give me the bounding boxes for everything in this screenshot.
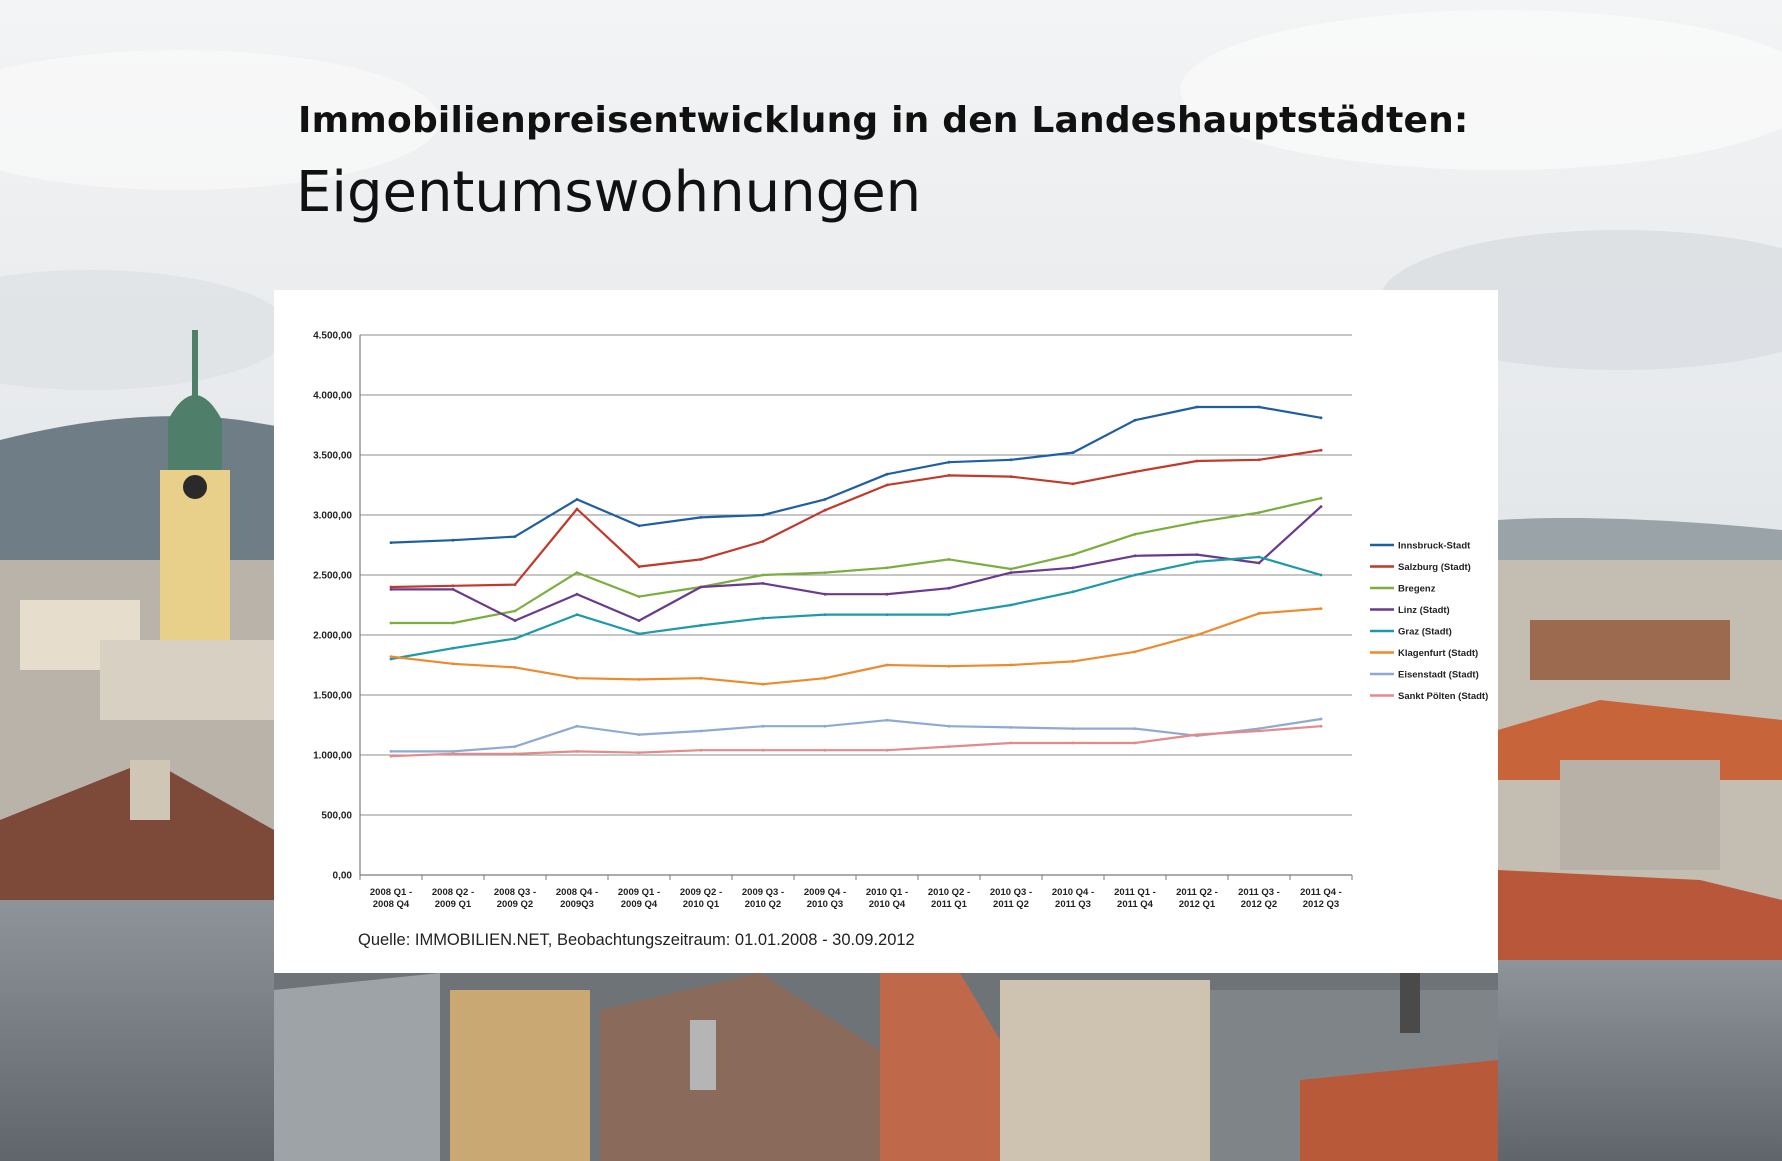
data-point-sankt-p-lten-stadt (514, 752, 517, 755)
legend-label-innsbruck-stadt: Innsbruck-Stadt (1398, 540, 1471, 552)
data-point-bregenz (576, 571, 579, 574)
data-point-graz-stadt (1010, 604, 1013, 607)
data-point-innsbruck-stadt (638, 524, 641, 527)
x-tick-label: 2011 Q1 -2011 Q4 (1114, 887, 1156, 910)
data-point-salzburg-stadt (948, 474, 951, 477)
data-point-bregenz (1258, 511, 1261, 514)
y-tick-label: 0,00 (332, 870, 352, 882)
data-point-linz-stadt (948, 587, 951, 590)
data-point-sankt-p-lten-stadt (1072, 742, 1075, 745)
series-line-graz-stadt (391, 557, 1321, 659)
data-point-klagenfurt-stadt (948, 665, 951, 668)
data-point-linz-stadt (1320, 505, 1323, 508)
data-point-klagenfurt-stadt (638, 678, 641, 681)
data-point-eisenstadt-stadt (452, 750, 455, 753)
data-point-graz-stadt (452, 647, 455, 650)
data-point-salzburg-stadt (576, 508, 579, 511)
y-tick-label: 4.500,00 (313, 330, 352, 342)
data-point-klagenfurt-stadt (1196, 634, 1199, 637)
data-point-eisenstadt-stadt (1134, 727, 1137, 730)
data-point-graz-stadt (638, 632, 641, 635)
y-tick-label: 1.500,00 (313, 690, 352, 702)
data-point-eisenstadt-stadt (1320, 718, 1323, 721)
data-point-linz-stadt (700, 586, 703, 589)
data-point-salzburg-stadt (1010, 475, 1013, 478)
data-point-innsbruck-stadt (762, 514, 765, 517)
legend-label-linz-stadt: Linz (Stadt) (1398, 605, 1450, 616)
data-point-innsbruck-stadt (576, 498, 579, 501)
source-note: Quelle: IMMOBILIEN.NET, Beobachtungszeitraum: 01.01.2008 - 30.09.2012 (358, 931, 915, 949)
data-point-sankt-p-lten-stadt (824, 749, 827, 752)
x-tick-label: 2010 Q4 -2011 Q3 (1051, 887, 1095, 910)
data-point-linz-stadt (452, 588, 455, 591)
series-lines (390, 406, 1323, 758)
data-point-graz-stadt (514, 637, 517, 640)
data-point-innsbruck-stadt (886, 473, 889, 476)
data-point-graz-stadt (762, 617, 765, 620)
data-point-innsbruck-stadt (390, 541, 393, 544)
x-tick-label: 2009 Q3 -2010 Q2 (741, 887, 785, 910)
data-point-innsbruck-stadt (1320, 416, 1323, 419)
data-point-sankt-p-lten-stadt (948, 745, 951, 748)
data-point-innsbruck-stadt (1010, 458, 1013, 461)
data-point-klagenfurt-stadt (1134, 650, 1137, 653)
data-point-sankt-p-lten-stadt (1010, 742, 1013, 745)
series-line-klagenfurt-stadt (391, 609, 1321, 685)
data-point-klagenfurt-stadt (1320, 607, 1323, 610)
data-point-bregenz (1196, 521, 1199, 524)
data-point-bregenz (1134, 533, 1137, 536)
page-title: Immobilienpreisentwicklung in den Landeshauptstädten: (298, 100, 1469, 141)
legend-label-bregenz: Bregenz (1398, 583, 1436, 595)
data-point-salzburg-stadt (762, 540, 765, 543)
page-subtitle: Eigentumswohnungen (296, 160, 922, 225)
data-point-graz-stadt (824, 613, 827, 616)
series-line-linz-stadt (391, 507, 1321, 621)
legend-label-eisenstadt-stadt: Eisenstadt (Stadt) (1398, 669, 1479, 681)
data-point-klagenfurt-stadt (390, 655, 393, 658)
x-tick-label: 2008 Q3 -2009 Q2 (493, 887, 537, 910)
data-point-eisenstadt-stadt (1258, 727, 1261, 730)
data-point-graz-stadt (700, 624, 703, 627)
data-point-innsbruck-stadt (514, 535, 517, 538)
y-tick-label: 2.000,00 (313, 630, 352, 642)
legend-label-klagenfurt-stadt: Klagenfurt (Stadt) (1398, 648, 1479, 659)
data-point-bregenz (1010, 568, 1013, 571)
data-point-bregenz (1072, 553, 1075, 556)
x-tick-label: 2008 Q1 -2008 Q4 (369, 887, 413, 910)
legend (1370, 541, 1488, 703)
data-point-salzburg-stadt (1320, 449, 1323, 452)
data-point-klagenfurt-stadt (1258, 612, 1261, 615)
x-tick-label: 2010 Q1 -2010 Q4 (865, 887, 909, 910)
data-point-eisenstadt-stadt (948, 725, 951, 728)
line-chart (274, 290, 1498, 973)
series-line-innsbruck-stadt (391, 407, 1321, 543)
y-tick-label: 4.000,00 (313, 390, 352, 402)
data-point-salzburg-stadt (638, 565, 641, 568)
data-point-salzburg-stadt (700, 558, 703, 561)
data-point-klagenfurt-stadt (824, 677, 827, 680)
data-point-innsbruck-stadt (452, 539, 455, 542)
data-point-innsbruck-stadt (700, 516, 703, 519)
data-point-eisenstadt-stadt (1010, 726, 1013, 729)
data-point-eisenstadt-stadt (824, 725, 827, 728)
data-point-klagenfurt-stadt (886, 664, 889, 667)
data-point-klagenfurt-stadt (452, 662, 455, 665)
y-axis-ticks (313, 331, 352, 882)
data-point-linz-stadt (576, 593, 579, 596)
data-point-sankt-p-lten-stadt (886, 749, 889, 752)
data-point-sankt-p-lten-stadt (390, 755, 393, 758)
data-point-eisenstadt-stadt (514, 745, 517, 748)
y-tick-label: 500,00 (321, 810, 352, 822)
x-tick-label: 2009 Q2 -2010 Q1 (679, 887, 723, 910)
legend-label-sankt-p-lten-stadt: Sankt Pölten (Stadt) (1398, 691, 1489, 702)
data-point-graz-stadt (1134, 574, 1137, 577)
data-point-sankt-p-lten-stadt (638, 751, 641, 754)
data-point-bregenz (948, 558, 951, 561)
data-point-bregenz (390, 622, 393, 625)
data-point-bregenz (638, 595, 641, 598)
data-point-eisenstadt-stadt (1072, 727, 1075, 730)
data-point-bregenz (824, 571, 827, 574)
data-point-salzburg-stadt (824, 509, 827, 512)
data-point-klagenfurt-stadt (514, 666, 517, 669)
legend-label-salzburg-stadt: Salzburg (Stadt) (1398, 562, 1471, 573)
data-point-linz-stadt (762, 582, 765, 585)
data-point-bregenz (1320, 497, 1323, 500)
data-point-eisenstadt-stadt (576, 725, 579, 728)
data-point-klagenfurt-stadt (576, 677, 579, 680)
data-point-bregenz (762, 574, 765, 577)
data-point-klagenfurt-stadt (762, 683, 765, 686)
data-point-linz-stadt (514, 619, 517, 622)
data-point-innsbruck-stadt (1258, 406, 1261, 409)
data-point-klagenfurt-stadt (700, 677, 703, 680)
data-point-linz-stadt (1258, 562, 1261, 565)
data-point-eisenstadt-stadt (638, 733, 641, 736)
data-point-linz-stadt (390, 588, 393, 591)
y-tick-label: 1.000,00 (313, 750, 352, 762)
y-tick-label: 2.500,00 (313, 570, 352, 582)
data-point-graz-stadt (1320, 574, 1323, 577)
x-tick-label: 2011 Q2 -2012 Q1 (1176, 887, 1218, 910)
data-point-salzburg-stadt (514, 583, 517, 586)
data-point-sankt-p-lten-stadt (576, 750, 579, 753)
data-point-bregenz (514, 610, 517, 613)
x-tick-label: 2011 Q4 -2012 Q3 (1300, 887, 1342, 910)
data-point-eisenstadt-stadt (390, 750, 393, 753)
data-point-graz-stadt (948, 613, 951, 616)
data-point-eisenstadt-stadt (886, 719, 889, 722)
data-point-linz-stadt (1196, 553, 1199, 556)
x-axis-ticks (360, 875, 1352, 910)
data-point-graz-stadt (390, 658, 393, 661)
data-point-sankt-p-lten-stadt (452, 752, 455, 755)
data-point-graz-stadt (886, 613, 889, 616)
x-tick-label: 2010 Q3 -2011 Q2 (989, 887, 1033, 910)
series-line-eisenstadt-stadt (391, 719, 1321, 751)
data-point-bregenz (452, 622, 455, 625)
data-point-eisenstadt-stadt (762, 725, 765, 728)
x-tick-label: 2011 Q3 -2012 Q2 (1238, 887, 1280, 910)
data-point-salzburg-stadt (1134, 470, 1137, 473)
y-tick-label: 3.500,00 (313, 450, 352, 462)
chart-panel (274, 290, 1498, 973)
data-point-innsbruck-stadt (1134, 419, 1137, 422)
data-point-innsbruck-stadt (824, 498, 827, 501)
data-point-salzburg-stadt (1196, 460, 1199, 463)
data-point-linz-stadt (824, 593, 827, 596)
data-point-sankt-p-lten-stadt (1196, 733, 1199, 736)
data-point-salzburg-stadt (886, 484, 889, 487)
x-tick-label: 2009 Q1 -2009 Q4 (617, 887, 661, 910)
gridlines (360, 335, 1352, 875)
data-point-sankt-p-lten-stadt (1134, 742, 1137, 745)
data-point-bregenz (886, 566, 889, 569)
data-point-sankt-p-lten-stadt (700, 749, 703, 752)
series-line-salzburg-stadt (391, 450, 1321, 587)
y-tick-label: 3.000,00 (313, 510, 352, 522)
data-point-graz-stadt (1072, 590, 1075, 593)
data-point-linz-stadt (1010, 571, 1013, 574)
x-tick-label: 2008 Q2 -2009 Q1 (431, 887, 475, 910)
data-point-linz-stadt (1072, 566, 1075, 569)
x-tick-label: 2008 Q4 -2009Q3 (555, 887, 599, 910)
data-point-innsbruck-stadt (948, 461, 951, 464)
series-line-bregenz (391, 498, 1321, 623)
data-point-graz-stadt (576, 613, 579, 616)
data-point-sankt-p-lten-stadt (1258, 730, 1261, 733)
data-point-eisenstadt-stadt (700, 730, 703, 733)
x-tick-label: 2010 Q2 -2011 Q1 (927, 887, 971, 910)
data-point-salzburg-stadt (1258, 458, 1261, 461)
data-point-sankt-p-lten-stadt (762, 749, 765, 752)
data-point-salzburg-stadt (1072, 482, 1075, 485)
x-tick-label: 2009 Q4 -2010 Q3 (803, 887, 847, 910)
legend-label-graz-stadt: Graz (Stadt) (1398, 626, 1452, 638)
data-point-linz-stadt (886, 593, 889, 596)
data-point-linz-stadt (638, 619, 641, 622)
data-point-klagenfurt-stadt (1072, 660, 1075, 663)
data-point-graz-stadt (1258, 556, 1261, 559)
data-point-sankt-p-lten-stadt (1320, 725, 1323, 728)
data-point-graz-stadt (1196, 560, 1199, 563)
data-point-linz-stadt (1134, 554, 1137, 557)
data-point-innsbruck-stadt (1196, 406, 1199, 409)
data-point-salzburg-stadt (390, 586, 393, 589)
data-point-klagenfurt-stadt (1010, 664, 1013, 667)
data-point-salzburg-stadt (452, 584, 455, 587)
data-point-innsbruck-stadt (1072, 451, 1075, 454)
